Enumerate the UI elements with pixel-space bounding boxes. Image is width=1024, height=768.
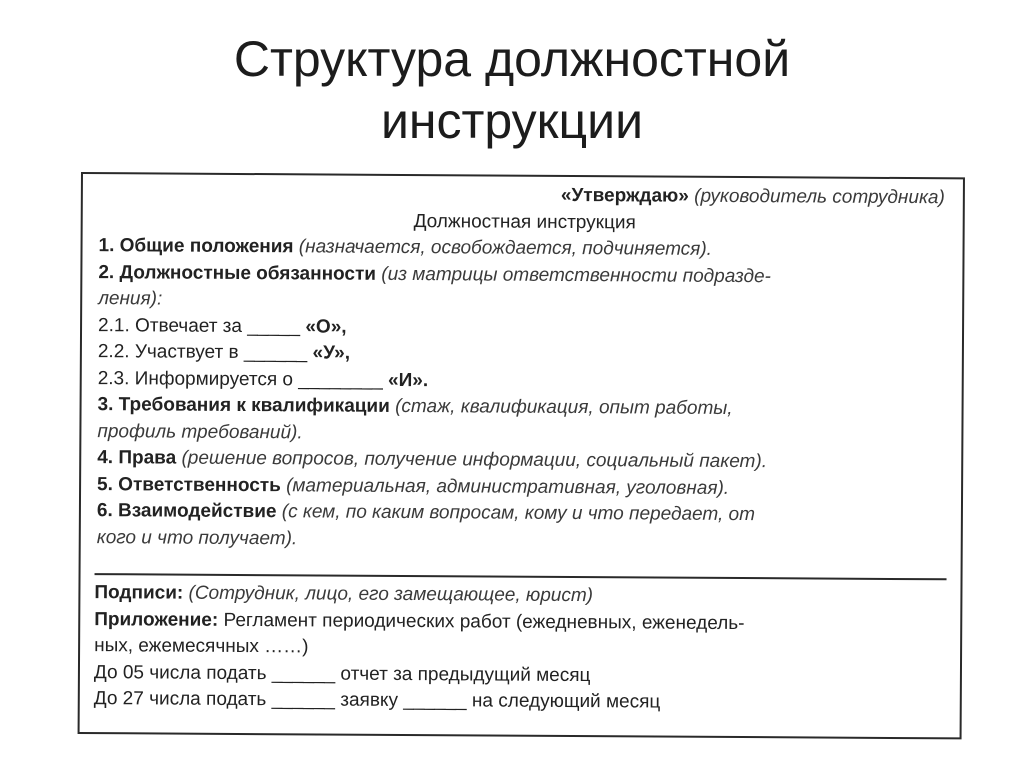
section-rights-label: 4. Права — [97, 447, 177, 469]
deadline-05: До 05 числа подать ______ отчет за предыдущий месяц — [93, 661, 591, 686]
duty-responsible-text: 2.1. Отвечает за _____ — [98, 314, 301, 337]
section-responsibility-label: 5. Ответственность — [97, 473, 281, 496]
duty-participates-mark: «У», — [312, 342, 351, 364]
document-footer — [94, 580, 947, 718]
appendix-text-cont: ных, ежемесячных ……) — [94, 635, 309, 658]
section-qualification-note: (стаж, квалификация, опыт работы, — [395, 395, 733, 419]
signatures-label: Подписи: — [94, 582, 184, 604]
document-frame — [78, 172, 965, 739]
approval-note: (руководитель сотрудника) — [694, 185, 945, 209]
section-general-note: (назначается, освобождается, подчиняется). — [298, 236, 713, 260]
section-duties-label: 2. Должностные обязанности — [98, 261, 377, 285]
section-duties-note: (из матрицы ответственности подразде- — [381, 263, 771, 287]
section-rights-note: (решение вопросов, получение информации, социальный пакет). — [181, 447, 768, 473]
duty-participates-text: 2.2. Участвует в ______ — [97, 341, 308, 364]
approval-label: «Утверждаю» — [560, 184, 689, 207]
duty-informed-text: 2.3. Информируется о ________ — [97, 367, 383, 391]
section-qualification-label: 3. Требования к квалификации — [97, 394, 390, 417]
section-responsibility-note: (материальная, административная, уголовная). — [286, 474, 730, 499]
signatures-note: (Сотрудник, лицо, его замещающее, юрист) — [188, 582, 594, 607]
page-title-line1: Структура должностной — [233, 31, 791, 87]
page-title-line2: инструкции — [380, 93, 644, 149]
appendix-label: Приложение: — [94, 608, 219, 631]
section-qualification-note-cont: профиль требований). — [97, 420, 303, 443]
document-title: Должностная инструкция — [413, 210, 636, 233]
section-duties-note-cont: ления): — [98, 288, 163, 310]
section-interaction-label: 6. Взаимодействие — [96, 500, 277, 523]
section-divider — [95, 573, 947, 580]
appendix-text: Регламент периодических работ (ежедневных, еженедель- — [223, 609, 745, 634]
section-general-label: 1. Общие положения — [98, 235, 294, 258]
page-title — [0, 28, 1024, 152]
section-interaction-note: (с кем, по каким вопросам, кому и что передает, от — [281, 501, 756, 526]
section-interaction-note-cont: кого и что получает). — [96, 526, 298, 549]
deadline-27: До 27 числа подать ______ заявку ______ на следующий месяц — [93, 688, 661, 713]
section-duties — [98, 260, 950, 292]
duty-responsible-mark: «О», — [305, 315, 347, 338]
duty-informed-mark: «И». — [388, 369, 429, 391]
document-body — [97, 180, 951, 556]
